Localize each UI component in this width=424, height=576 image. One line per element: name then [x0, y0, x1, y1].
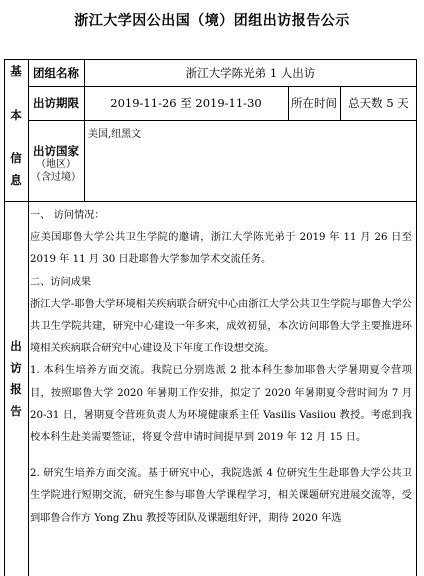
country-label-main: 出访国家	[33, 143, 79, 158]
report-paragraph: 浙江大学-耶鲁大学环境相关疾病联合研究中心由浙江大学公共卫生学院与耶鲁大学公共卫生学院共建，研究中心建设一年多来，成效初显，本次访问耶鲁大学主要推进环境相关疾病联合研究中心建设及下年度工作设想交流。	[30, 298, 412, 355]
report-paragraph: 2. 研究生培养方面交流。基于研究中心，我院选派 4 位研究生生赴耶鲁大学公共卫生学院进行短期交流，研究生参与耶鲁大学课程学习，相关课题研究进展交流等，受到耶鲁合作方 Yong Zhu 教授等团队及课题组好评，期待 2020 年选	[30, 468, 412, 524]
country-label-sub: （含过境）	[31, 171, 81, 183]
row-divider	[28, 120, 417, 121]
report-paragraph: 一、 访问情况：	[30, 210, 105, 221]
report-side-label: 出 访 报 告	[10, 339, 22, 418]
report-paragraph: 应美国耶鲁大学公共卫生学院的邀请，浙江大学陈光弟于 2019 年 11 月 26 日至 2019 年 11 月 30 日赴耶鲁大学参加学术交流任务。	[30, 232, 412, 266]
basic-info-side-label: 基 本 信 息	[10, 64, 22, 187]
stay-value: 总天数 5 天	[348, 96, 409, 110]
group-name-value: 浙江大学陈光弟 1 人出访	[185, 65, 316, 80]
page-title: 浙江大学因公出国（境）团组出访报告公示	[74, 13, 350, 29]
period-value: 2019-11-26 至 2019-11-30	[110, 96, 262, 110]
country-label	[28, 140, 84, 188]
period-label: 出访期限	[33, 96, 79, 110]
report-paragraph: 1. 本科生培养方面交流。我院已分别选派 2 批本科生参加耶鲁大学暑期夏令营项目，按照耶鲁大学 2020 年暑期工作安排，拟定了 2020 年暑期夏令营时间为 7 月 20-31 日，暑期夏令营班负责人为环境健康系主任 Vasilis Vasiiou 教授。考虑到我校本科生赴美需要签证，将夏令营申请时间提早到 2019 年 12 月 15 日。	[30, 365, 412, 444]
group-name-label: 团组名称	[33, 65, 79, 80]
section-divider	[4, 201, 417, 202]
report-paragraph: 二、访问成果	[30, 276, 92, 288]
country-value: 美国,纽黑文	[88, 129, 142, 140]
country-label-sub: （地区）	[36, 158, 76, 170]
report-body	[30, 205, 412, 530]
column-divider	[28, 59, 29, 576]
stay-label: 所在时间	[291, 96, 337, 110]
